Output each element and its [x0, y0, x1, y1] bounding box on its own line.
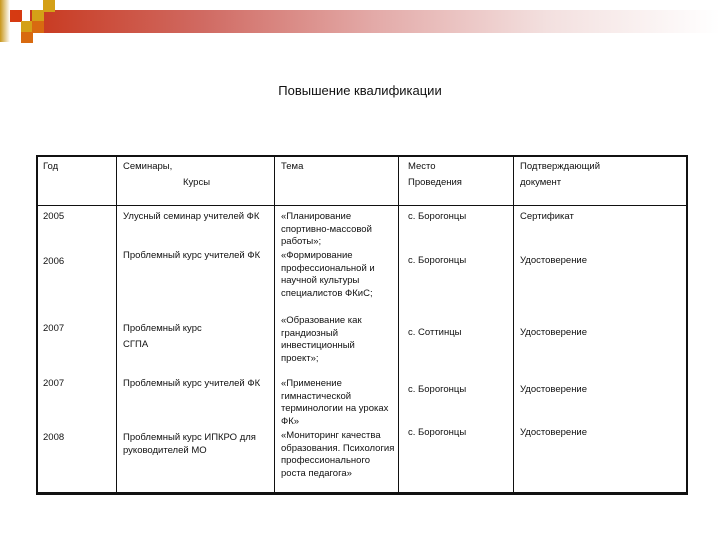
decor-square-orange: [32, 21, 44, 33]
column-divider: [116, 157, 117, 492]
cell-year: 2006: [43, 256, 65, 267]
cell-doc: Удостоверение: [520, 255, 588, 266]
cell-course: Проблемный курс СГПА: [123, 323, 202, 350]
cell-place: с. Борогонцы: [408, 211, 467, 222]
header-place-2: Проведения: [408, 177, 462, 188]
cell-topic: «Образование как грандиозный инвестиционный проект»;: [281, 315, 362, 364]
header-topic: Тема: [281, 161, 304, 172]
cell-doc: Удостоверение: [520, 427, 588, 438]
cell-doc: Удостоверение: [520, 384, 588, 395]
cell-place: с. Борогонцы: [408, 384, 467, 395]
column-divider: [398, 157, 399, 492]
page-title: Повышение квалификации: [278, 83, 442, 98]
header-doc-2: документ: [520, 177, 562, 188]
decor-square-orange2: [21, 32, 33, 43]
column-divider: [513, 157, 514, 492]
cell-course: Проблемный курс ИПКРО для руководителей МО: [123, 432, 256, 456]
cell-place: с. Борогонцы: [408, 255, 467, 266]
cell-year: 2008: [43, 432, 65, 443]
header-gradient-bar: [30, 10, 720, 33]
header-divider: [38, 205, 686, 206]
header-doc: Подтверждающий: [520, 161, 601, 172]
cell-topic: «Применение гимнастической терминологии на уроках ФК»: [281, 378, 389, 427]
cell-year: 2007: [43, 378, 65, 389]
cell-place: с. Соттинцы: [408, 327, 462, 338]
cell-topic: «Планирование спортивно-массовой работы»;: [281, 211, 372, 247]
qualification-table: [36, 155, 688, 495]
cell-doc: Удостоверение: [520, 327, 588, 338]
header-place: Место: [408, 161, 436, 172]
cell-place: с. Борогонцы: [408, 427, 467, 438]
header-year: Год: [43, 161, 59, 172]
decor-gold-strip: [0, 0, 10, 42]
decor-square-gold2: [43, 0, 55, 12]
column-divider: [274, 157, 275, 492]
header-seminars: Семинары,: [123, 161, 173, 172]
cell-topic: «Мониторинг качества образования. Психология профессионального роста педагога»: [281, 430, 395, 479]
cell-course: Проблемный курс учителей ФК: [123, 378, 261, 389]
cell-topic: «Формирование профессиональной и научной культуры специалистов ФКиС;: [281, 250, 375, 299]
cell-course: Улусный семинар учителей ФК: [123, 211, 260, 222]
header-courses: Курсы: [183, 177, 211, 188]
cell-course: Проблемный курс учителей ФК: [123, 250, 261, 261]
cell-year: 2005: [43, 211, 65, 222]
cell-doc: Сертификат: [520, 211, 574, 222]
cell-year: 2007: [43, 323, 65, 334]
